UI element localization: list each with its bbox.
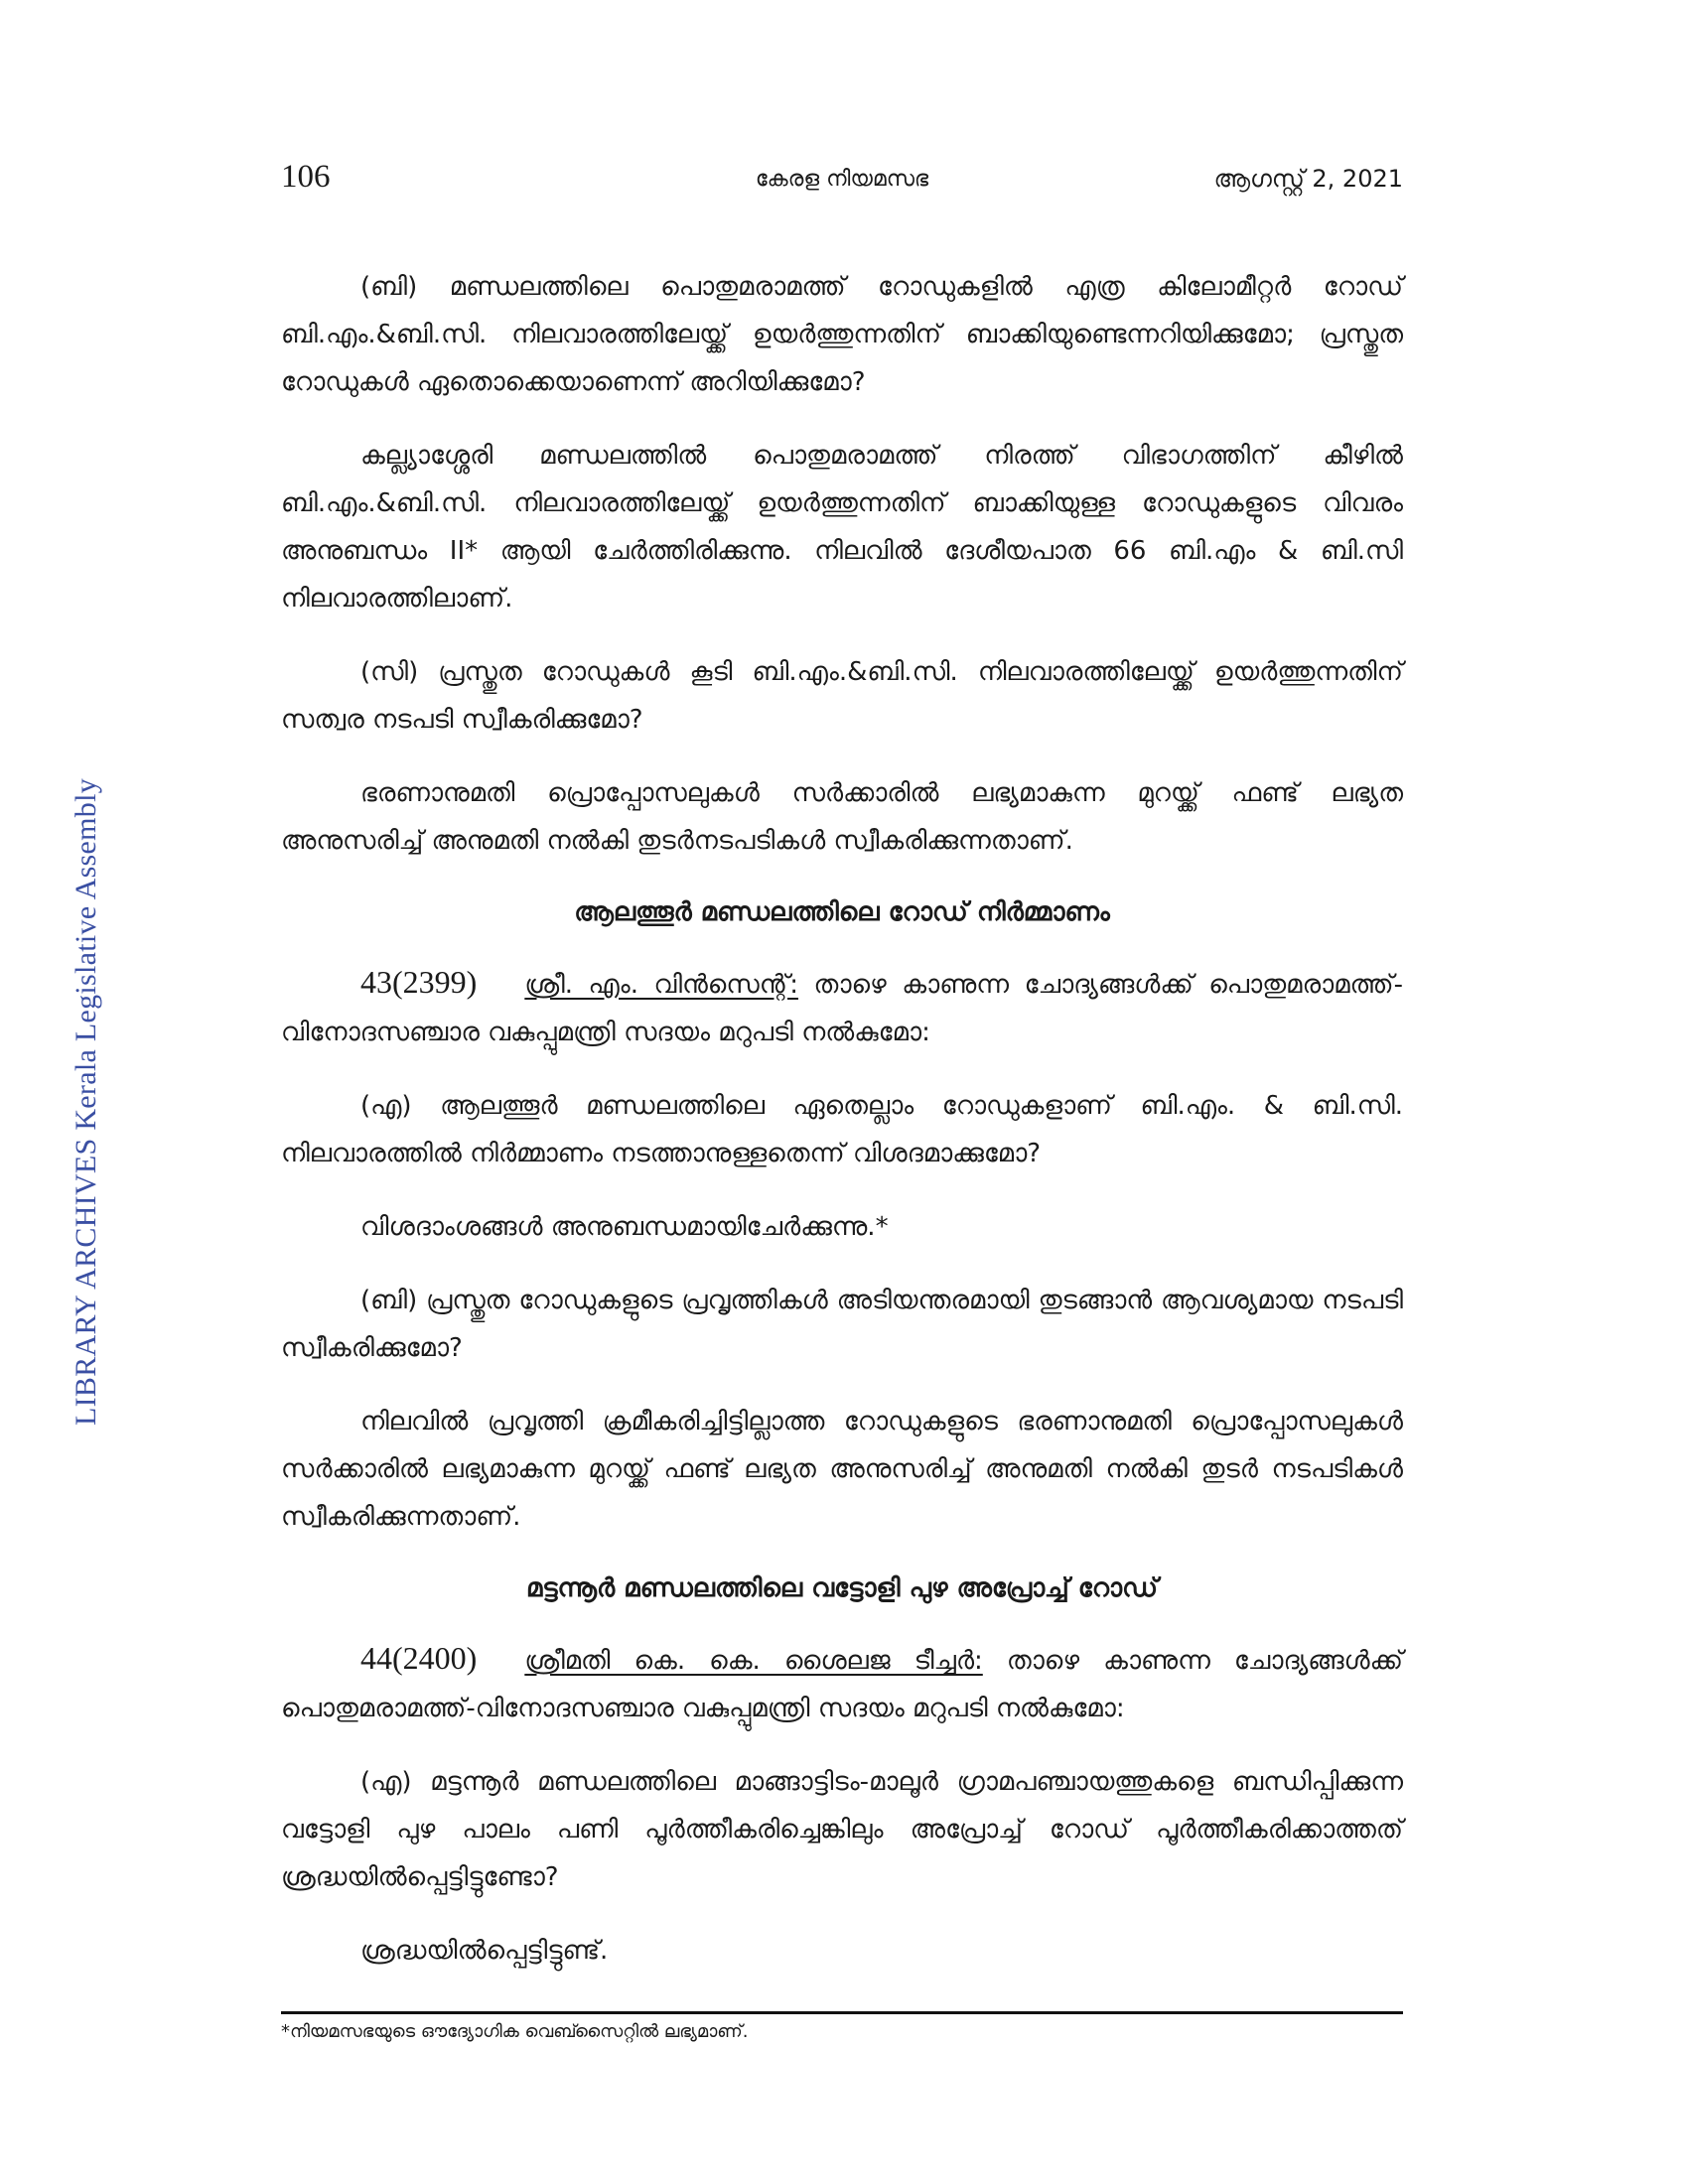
section-heading-alathur: ആലത്തൂർ മണ്ഡലത്തിലെ റോഡ് നിർമ്മാണം [574,897,1110,927]
footnote-divider [281,2011,1403,2014]
answer-a: ശ്രദ്ധയിൽപ്പെട്ടിട്ടുണ്ട്. [360,1936,609,1966]
footnote: *നിയമസഭയുടെ ഔദ്യോഗിക വെബ്സൈറ്റിൽ ലഭ്യമാണ്. [281,2021,749,2042]
page-header [281,159,1403,208]
section-heading-mattanur: മട്ടന്നൂർ മണ്ഡലത്തിലെ വട്ടോളി പുഴ അപ്രോച്ച് റോഡ് [525,1573,1158,1603]
question-number: 44(2400) [360,1640,478,1676]
question-intro-text: താഴെ കാണുന്ന ചോദ്യങ്ങൾക്ക് പൊതുമരാമത്ത്-വിനോദസഞ്ചാര വകുപ്പുമന്ത്രി സദയം മറുപടി നൽകുമോ: [281,1646,1404,1723]
archive-watermark: LIBRARY ARCHIVES Kerala Legislative Assembly [70,777,102,1427]
question-intro-44 [281,1634,1403,1732]
answer-b: നിലവിൽ പ്രവൃത്തി ക്രമീകരിച്ചിട്ടില്ലാത്ത റോഡുകളുടെ ഭരണാനുമതി പ്രൊപ്പോസലുകൾ സർക്കാരിൽ ലഭ്യമാകുന്ന മുറയ്ക്ക് ഫണ്ട് ലഭ്യത അനുസരിച്ച് അനുമതി നൽകി തുടർ നടപടികൾ സ്വീകരിക്കുന്നതാണ്. [281,1407,1403,1532]
page-number: 106 [281,159,331,195]
page-body [281,263,1403,2000]
header-date: ആഗസ്റ്റ് 2, 2021 [1213,165,1403,193]
question-a: (എ) ആലത്തൂർ മണ്ഡലത്തിലെ ഏതെല്ലാം റോഡുകളാണ് ബി.എം. & ബി.സി. നിലവാരത്തിൽ നിർമ്മാണം നടത്താനുള്ളതെന്ന് വിശദമാക്കുമോ? [281,1091,1403,1168]
answer-a: വിശദാംശങ്ങൾ അനുബന്ധമായിചേർക്കുന്നു.* [360,1212,889,1242]
answer-c: ഭരണാനുമതി പ്രൊപ്പോസലുകൾ സർക്കാരിൽ ലഭ്യമാകുന്ന മുറയ്ക്ക് ഫണ്ട് ലഭ്യത അനുസരിച്ച് അനുമതി നൽകി തുടർനടപടികൾ സ്വീകരിക്കുന്നതാണ്. [281,778,1403,856]
question-b: (ബി) മണ്ഡലത്തിലെ പൊതുമരാമത്ത് റോഡുകളിൽ എത്ര കിലോമീറ്റർ റോഡ് ബി.എം.&ബി.സി. നിലവാരത്തിലേയ്ക്ക് ഉയർത്തുന്നതിന് ബാക്കിയുണ്ടെന്നറിയിക്കുമോ; പ്രസ്തുത റോഡുകൾ ഏതൊക്കെയാണെന്ന് അറിയിക്കുമോ? [281,272,1403,397]
question-number: 43(2399) [360,964,478,1000]
answer-b: കല്ല്യാശ്ശേരി മണ്ഡലത്തിൽ പൊതുമരാമത്ത് നിരത്ത് വിഭാഗത്തിന് കീഴിൽ ബി.എം.&ബി.സി. നിലവാരത്തിലേയ്ക്ക് ഉയർത്തുന്നതിന് ബാക്കിയുള്ള റോഡുകളുടെ വിവരം അനുബന്ധം II* ആയി ചേർത്തിരിക്കുന്നു. നിലവിൽ ദേശീയപാത 66 ബി.എം & ബി.സി നിലവാരത്തിലാണ്. [281,441,1403,614]
member-name: ശ്രീമതി കെ. കെ. ശൈലജ ടീച്ചർ: [524,1646,983,1676]
question-a: (എ) മട്ടന്നൂർ മണ്ഡലത്തിലെ മാങ്ങാട്ടിടം-മാലൂർ ഗ്രാമപഞ്ചായത്തുകളെ ബന്ധിപ്പിക്കുന്ന വട്ടോളി പുഴ പാലം പണി പൂർത്തീകരിച്ചെങ്കിലും അപ്രോച്ച് റോഡ് പൂർത്തീകരിക്കാത്തത് ശ്രദ്ധയിൽപ്പെട്ടിട്ടുണ്ടോ? [281,1767,1403,1892]
question-intro-43 [281,958,1403,1056]
question-b: (ബി) പ്രസ്തുത റോഡുകളുടെ പ്രവൃത്തികൾ അടിയന്തരമായി തുടങ്ങാൻ ആവശ്യമായ നടപടി സ്വീകരിക്കുമോ? [281,1286,1403,1363]
question-c: (സി) പ്രസ്തുത റോഡുകൾ കൂടി ബി.എം.&ബി.സി. നിലവാരത്തിലേയ്ക്ക് ഉയർത്തുന്നതിന് സത്വര നടപടി സ്വീകരിക്കുമോ? [281,657,1403,735]
question-intro-text: താഴെ കാണുന്ന ചോദ്യങ്ങൾക്ക് പൊതുമരാമത്ത്-വിനോദസഞ്ചാര വകുപ്പുമന്ത്രി സദയം മറുപടി നൽകുമോ: [281,970,1403,1047]
running-title: കേരള നിയമസഭ [755,167,929,192]
member-name: ശ്രീ. എം. വിൻസെന്റ്: [524,970,798,1000]
